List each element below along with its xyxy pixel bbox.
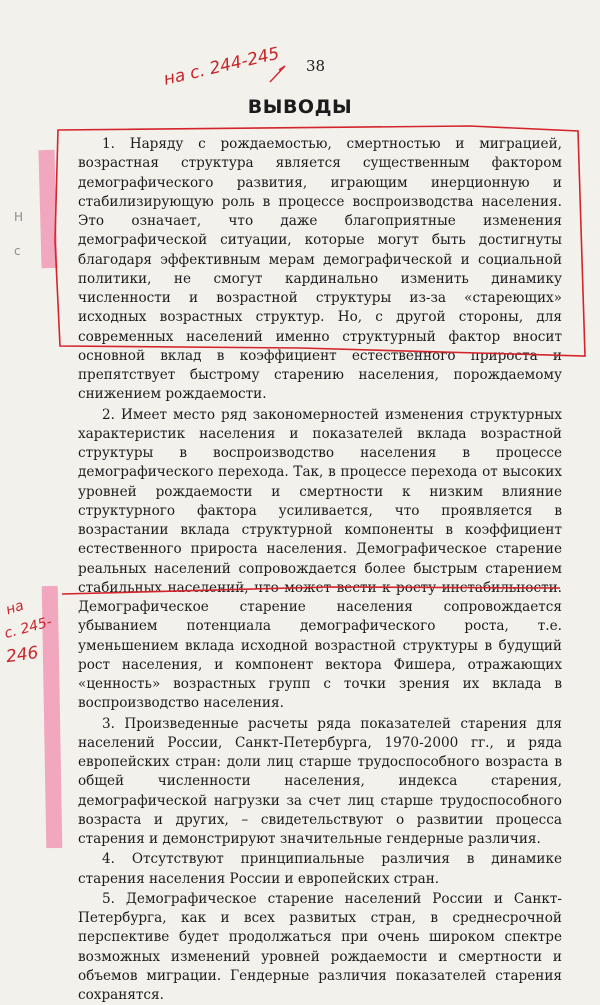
page-number: 38 xyxy=(306,57,326,75)
red-arrow-top xyxy=(270,66,285,82)
paragraph-4: 4. Отсутствуют принципиальные различия в динамике старения населения России и европейских стран. xyxy=(78,851,562,887)
paragraph-2: 2. Имеет место ряд закономерностей изменения структурных характеристик населения и показателей вклада возрастной структуры в воспроизводство населения в процессе демографического перехода. Так, в процессе перехода от высоких уровней рождаемости и смертности к низким влияние структурного фактора усиливается, что проявляется в возрастании вклада структурной компоненты в коэффициент естественного прироста населения. Демографическое старение реальных населений сопровождается более быстрым старением стабильных населений, что может вести к росту инстабильности. Демографическое старение населения сопровождается убыванием потенциала демографического роста, т.е. уменьшением вклада исходной возрастной структуры в будущий рост населения, и компонент вектора Фишера, отражающих «ценность» возрастных групп с точки зрения их вклада в воспроизводство населения. xyxy=(78,406,562,712)
paragraph-3: 3. Произведенные расчеты ряда показателей старения для населений России, Санкт-Петербурга, 1970-2000 гг., и ряда европейских стран: доли лиц старше трудоспособного возраста в общей численности населения, индекса старения, демографической нагрузки за счет лиц старше трудоспособного возраста и других, – свидетельствуют о развитии процесса старения и демонстрируют значительные гендерные различия. xyxy=(78,715,562,847)
pencil-note-1: Н xyxy=(14,210,24,224)
red-box-paragraph-1 xyxy=(55,126,585,356)
note-left-line3: 246 xyxy=(4,642,40,668)
red-line-under-paragraph-2 xyxy=(62,587,560,594)
note-left-line1: на xyxy=(3,597,26,619)
note-top: на с. 244-245 xyxy=(161,43,282,90)
page-title: ВЫВОДЫ xyxy=(247,96,353,118)
note-left-line2: с. 245- xyxy=(2,614,54,642)
pencil-note-2: с xyxy=(14,244,21,258)
paragraph-1: 1. Наряду с рождаемостью, смертностью и миграцией, возрастная структура является существенным фактором демографического развития, играющим инерционную и стабилизирующую роль в процессе воспроизводства населения. Это означает, что даже благоприятные изменения демографической ситуации, которые могут быть достигнуты благодаря эффективным мерам демографической и социальной политики, не смогут кардинально изменить динамику численности и возрастной структуры из-за «стареющих» исходных возрастных структур. Но, с другой стороны, для современных населений именно структурный фактор вносит основной вклад в коэффициент естественного прироста и препятствует быстрому старению населения, порождаемому снижением рождаемости. xyxy=(78,136,562,403)
paragraph-5: 5. Демографическое старение населений России и Санкт-Петербурга, как и всех развитых стран, в среднесрочной перспективе будет продолжаться при очень широком спектре возможных изменений уровней рождаемости и смертности и объемов миграции. Гендерные различия показателей старения сохранятся. xyxy=(78,890,562,1003)
